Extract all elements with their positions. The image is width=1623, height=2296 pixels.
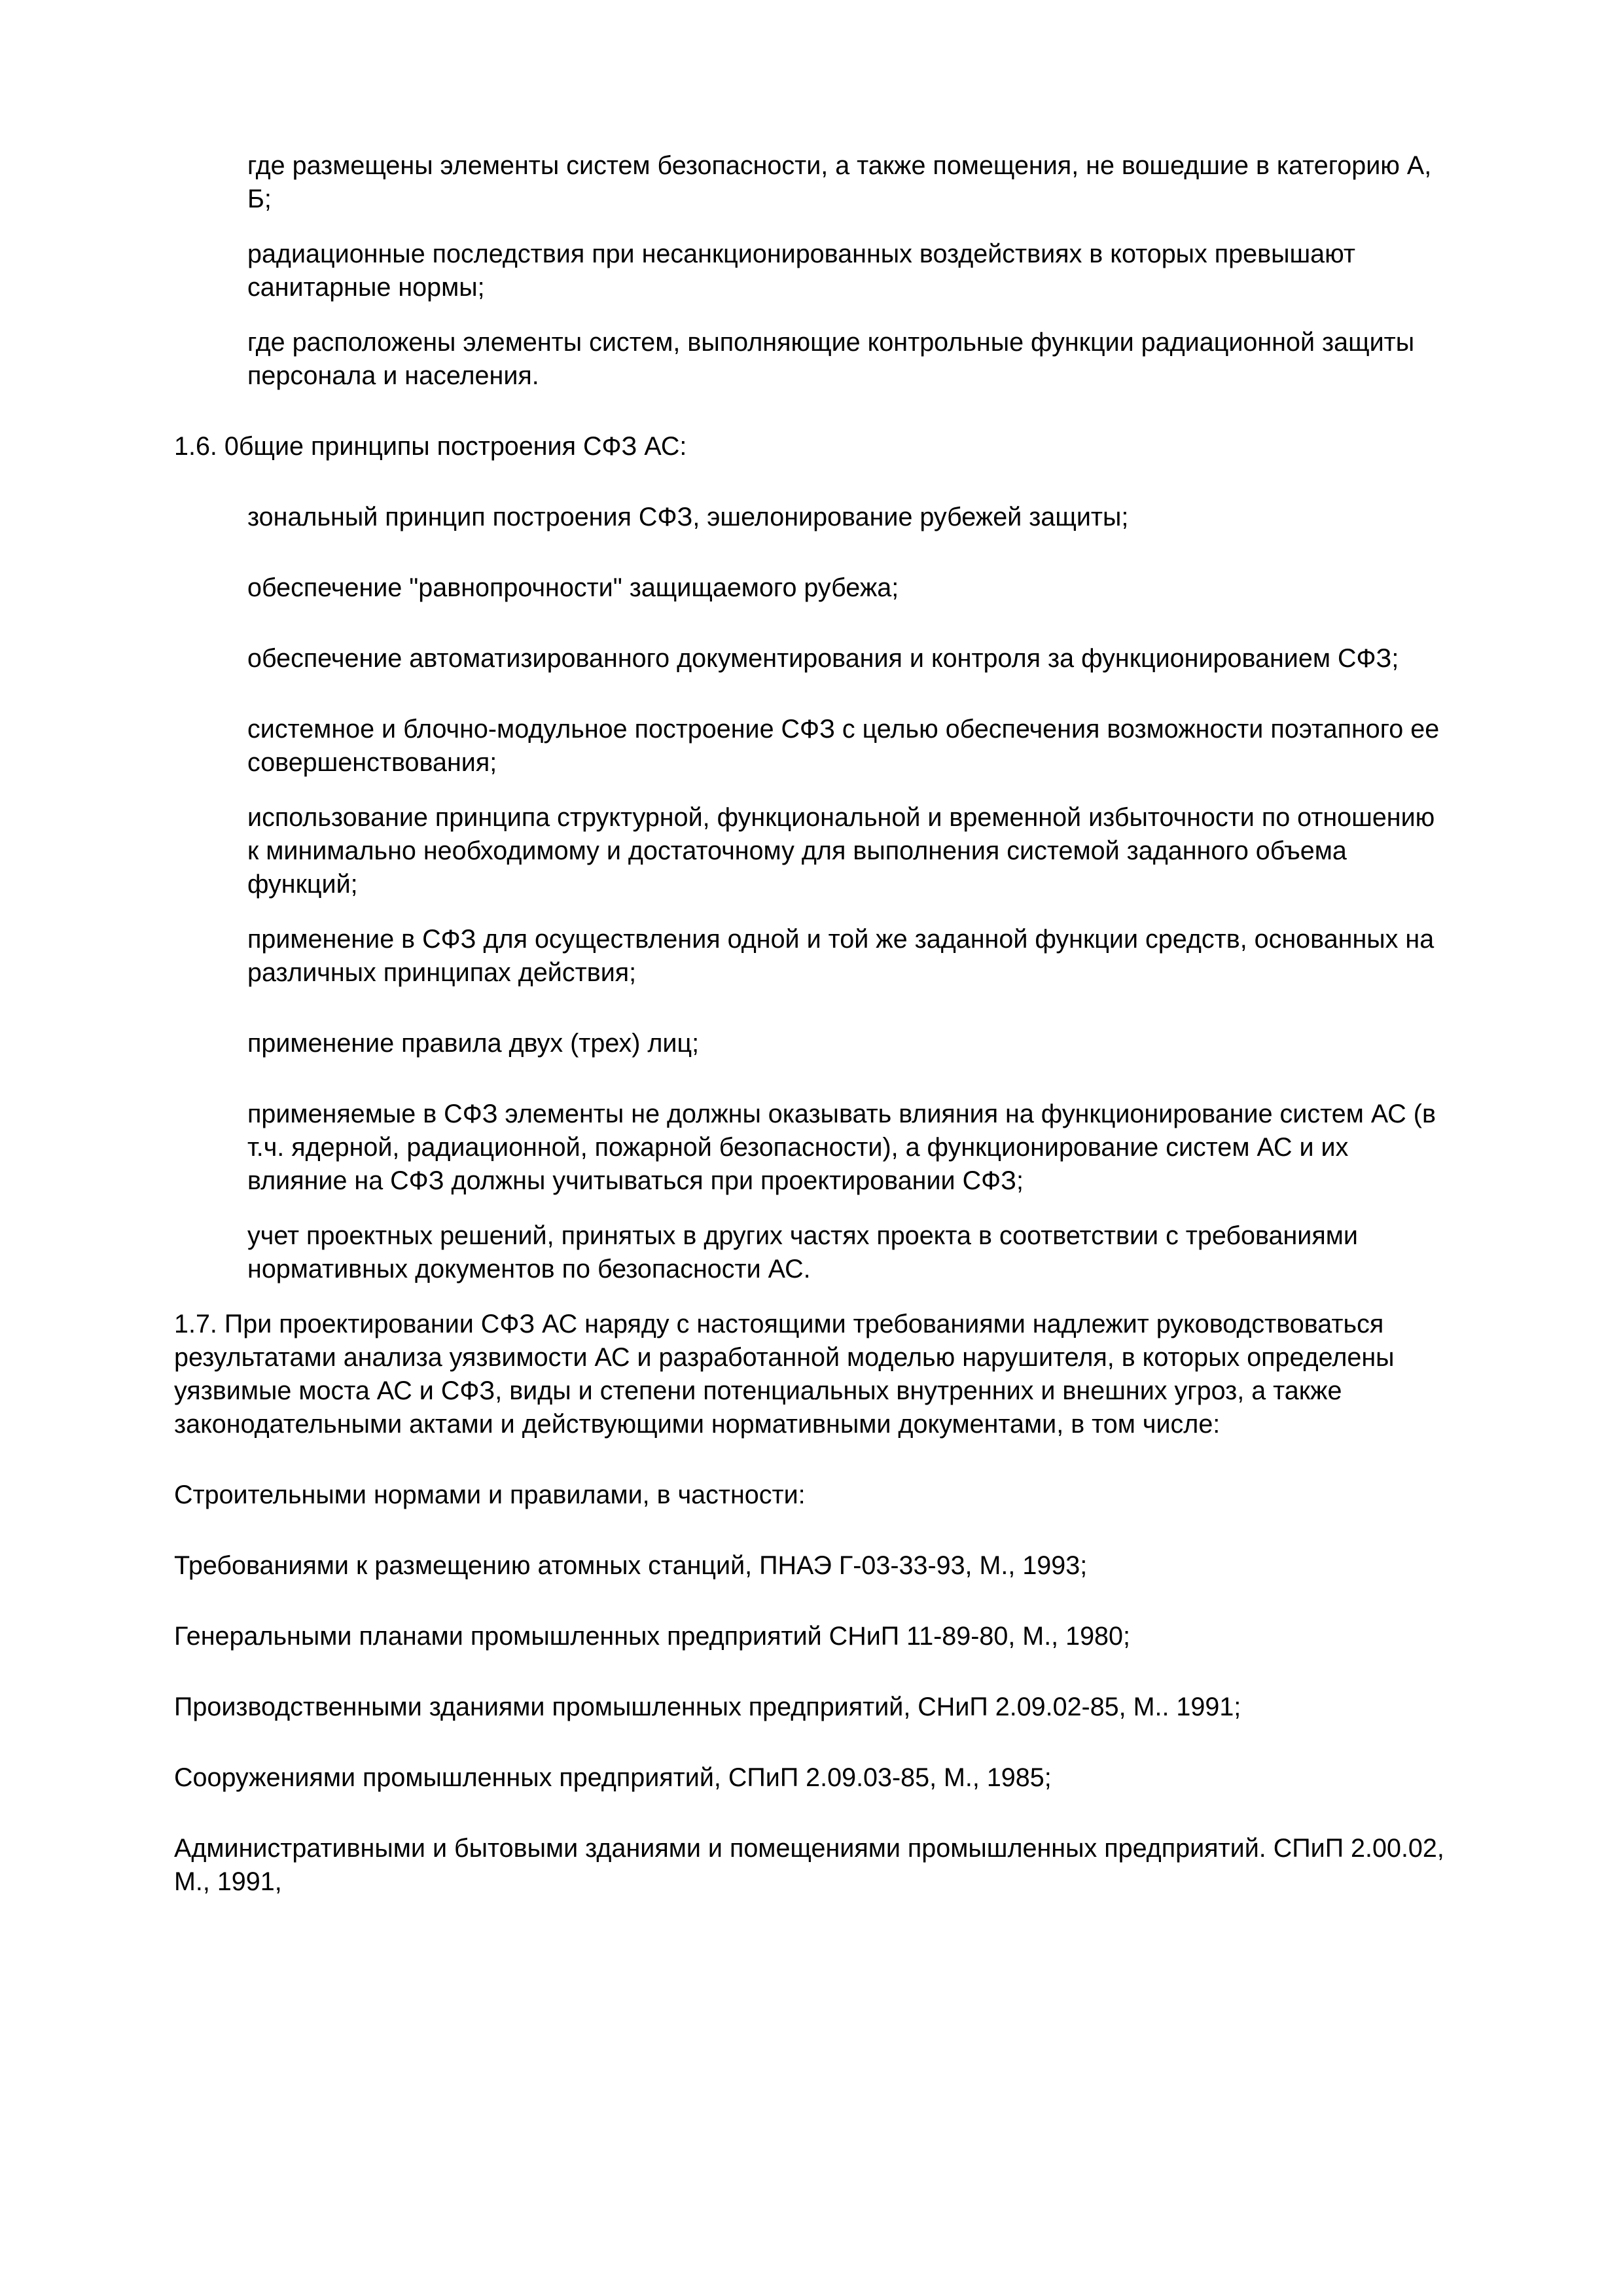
norm-item-4: Сооружениями промышленных предприятий, СПиП 2.09.03-85, М., 1985; <box>174 1763 1052 1792</box>
section-1-7-text: 1.7. При проектировании СФЗ АС наряду с настоящими требованиями надлежит руководствоваться результатами анализа уязвимости АС и разработанной моделью нарушителя, в которых определены уязвимые моста АС и СФЗ, виды и степени потенциальных внутренних и внешних угроз, а также законодательными актами и действующими нормативными документами, в том числе: <box>174 1310 1395 1439</box>
norm-item-1: Требованиями к размещению атомных станций, ПНАЭ Г-03-33-93, М., 1993; <box>174 1551 1088 1580</box>
intro-item-3: где расположены элементы систем, выполняющие контрольные функции радиационной защиты персонала и населения. <box>247 328 1415 390</box>
norm-item-3: Производственными зданиями промышленных предприятий, СНиП 2.09.02-85, М.. 1991; <box>174 1693 1241 1721</box>
principle-item-8: применяемые в СФЗ элементы не должны оказывать влияния на функционирование систем АС (в т.ч. ядерной, радиационной, пожарной безопасности), а функционирование систем АС и их влияние на СФЗ должны учитываться при проектировании СФЗ; <box>247 1100 1436 1195</box>
intro-item-1: где размещены элементы систем безопасности, а также помещения, не вошедшие в категорию А, Б; <box>247 151 1432 213</box>
principle-item-2: обеспечение "равнопрочности" защищаемого рубежа; <box>247 573 899 602</box>
norm-item-5: Административными и бытовыми зданиями и помещениями промышленных предприятий. СПиП 2.00.02, М., 1991, <box>174 1834 1444 1896</box>
principle-item-5: использование принципа структурной, функциональной и временной избыточности по отношению к минимально необходимому и достаточному для выполнения системой заданного объема функций; <box>247 803 1435 899</box>
principle-item-6: применение в СФЗ для осуществления одной и той же заданной функции средств, основанных на различных принципах действия; <box>247 925 1435 987</box>
norm-item-2: Генеральными планами промышленных предприятий СНиП 11-89-80, М., 1980; <box>174 1622 1130 1651</box>
intro-item-2: радиационные последствия при несанкционированных воздействиях в которых превышают санитарные нормы; <box>247 240 1355 302</box>
document-body <box>174 149 1450 1936</box>
principle-item-4: системное и блочно-модульное построение СФЗ с целью обеспечения возможности поэтапного ее совершенствования; <box>247 715 1440 777</box>
principle-item-9: учет проектных решений, принятых в других частях проекта в соответствии с требованиями нормативных документов по безопасности АС. <box>247 1221 1358 1283</box>
principle-item-3: обеспечение автоматизированного документирования и контроля за функционированием СФЗ; <box>247 644 1399 673</box>
principle-item-7: применение правила двух (трех) лиц; <box>247 1029 700 1058</box>
section-1-6-heading: 1.6. 0бщие принципы построения СФЗ АС: <box>174 432 687 461</box>
norms-intro: Строительными нормами и правилами, в частности: <box>174 1480 806 1509</box>
principle-item-1: зональный принцип построения СФЗ, эшелонирование рубежей защиты; <box>247 503 1129 531</box>
